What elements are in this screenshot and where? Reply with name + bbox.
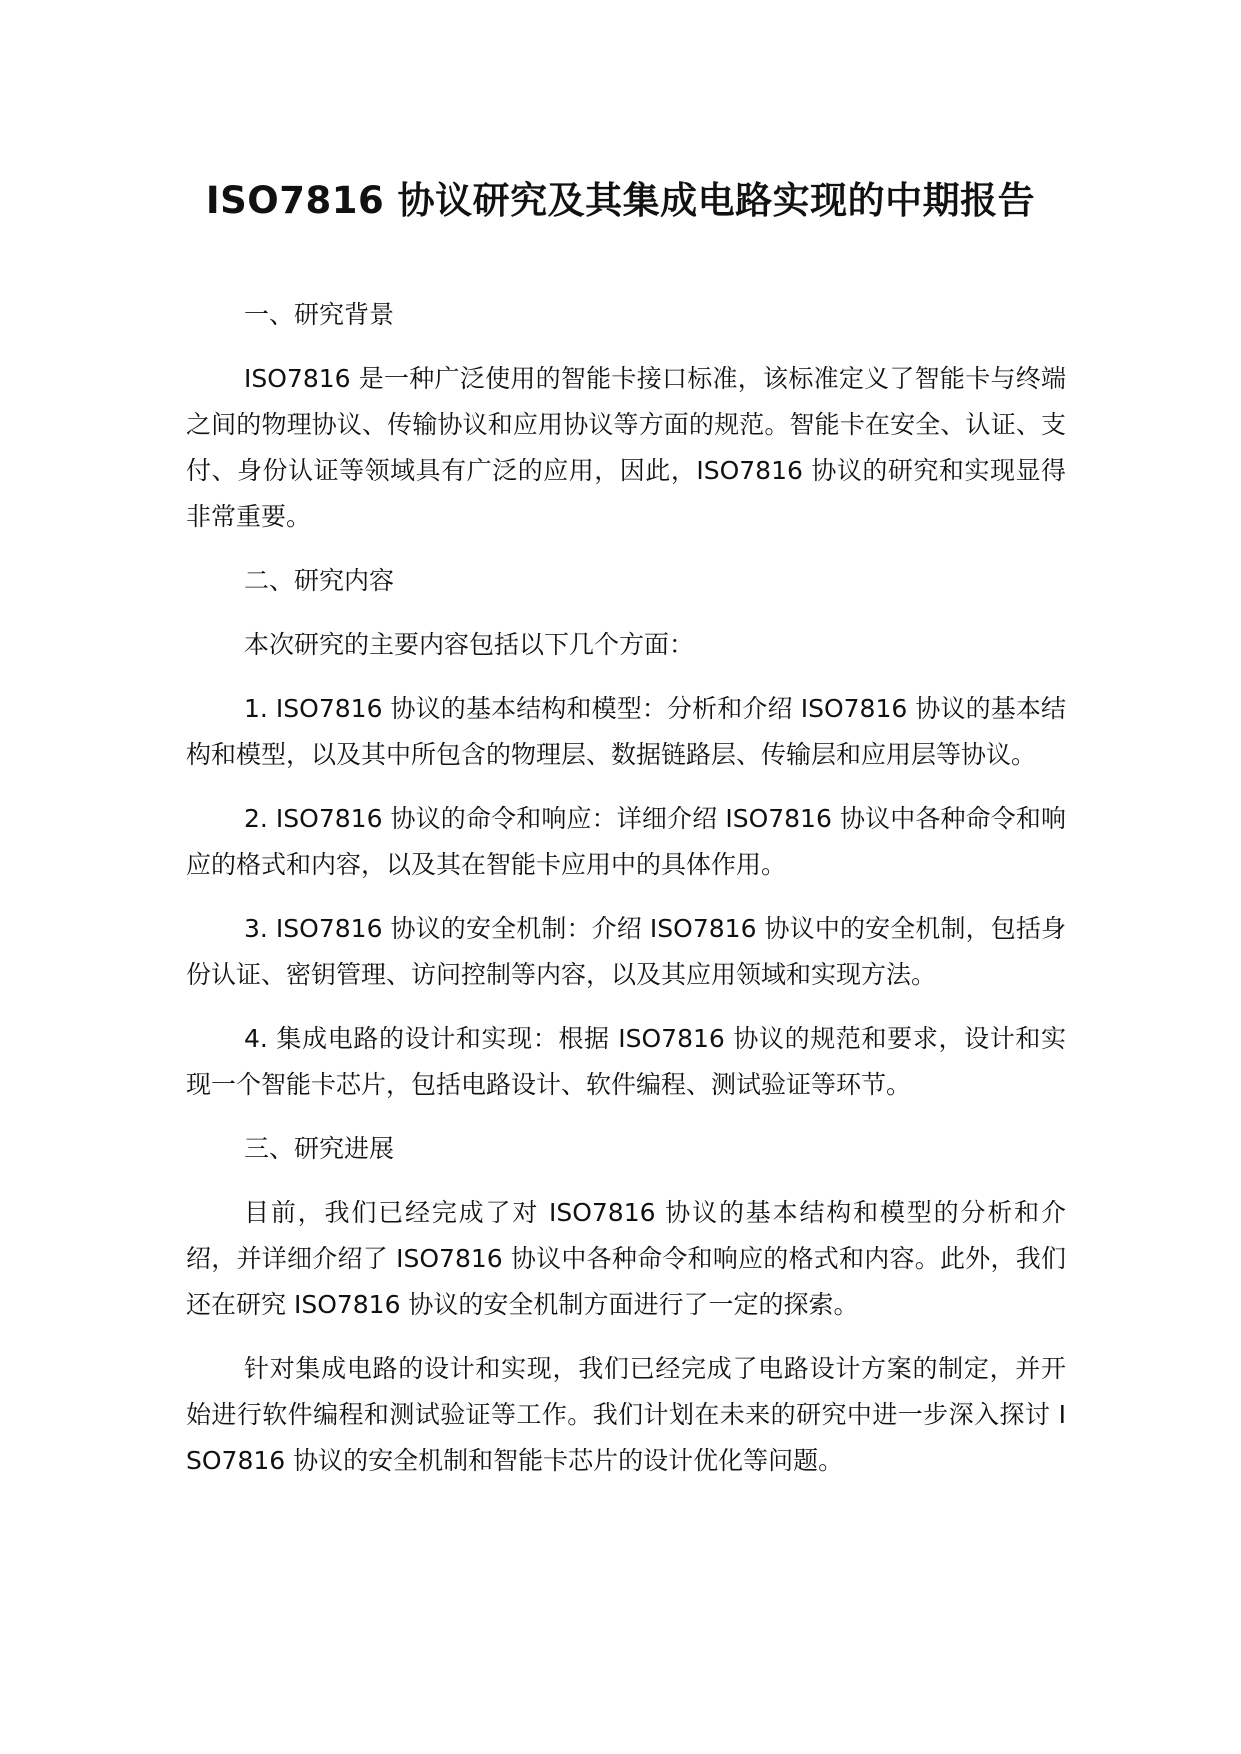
content-item-1: 1. ISO7816 协议的基本结构和模型：分析和介绍 ISO7816 协议的基本结构和模型，以及其中所包含的物理层、数据链路层、传输层和应用层等协议。: [186, 694, 1066, 769]
background-paragraph: ISO7816 是一种广泛使用的智能卡接口标准，该标准定义了智能卡与终端之间的物理协议、传输协议和应用协议等方面的规范。智能卡在安全、认证、支付、身份认证等领域具有广泛的应用，因此，ISO7816 协议的研究和实现显得非常重要。: [186, 364, 1066, 531]
content-item-4: 4. 集成电路的设计和实现：根据 ISO7816 协议的规范和要求，设计和实现一个智能卡芯片，包括电路设计、软件编程、测试验证等环节。: [186, 1024, 1066, 1099]
document-title: ISO7816 协议研究及其集成电路实现的中期报告: [205, 179, 1036, 222]
section-heading-background: 一、研究背景: [244, 300, 395, 329]
section-heading-progress: 三、研究进展: [244, 1134, 395, 1163]
progress-paragraph-2: 针对集成电路的设计和实现，我们已经完成了电路设计方案的制定，并开始进行软件编程和测试验证等工作。我们计划在未来的研究中进一步深入探讨 ISO7816 协议的安全机制和智能卡芯片的设计优化等问题。: [186, 1354, 1066, 1475]
content-intro-paragraph: 本次研究的主要内容包括以下几个方面：: [244, 630, 695, 659]
section-heading-content: 二、研究内容: [244, 566, 395, 595]
content-item-3: 3. ISO7816 协议的安全机制：介绍 ISO7816 协议中的安全机制，包括身份认证、密钥管理、访问控制等内容，以及其应用领域和实现方法。: [186, 914, 1066, 989]
document-body: [186, 292, 1066, 1502]
content-item-2: 2. ISO7816 协议的命令和响应：详细介绍 ISO7816 协议中各种命令和响应的格式和内容，以及其在智能卡应用中的具体作用。: [186, 804, 1066, 879]
progress-paragraph-1: 目前，我们已经完成了对 ISO7816 协议的基本结构和模型的分析和介绍，并详细介绍了 ISO7816 协议中各种命令和响应的格式和内容。此外，我们还在研究 ISO7816 协议的安全机制方面进行了一定的探索。: [186, 1198, 1066, 1319]
